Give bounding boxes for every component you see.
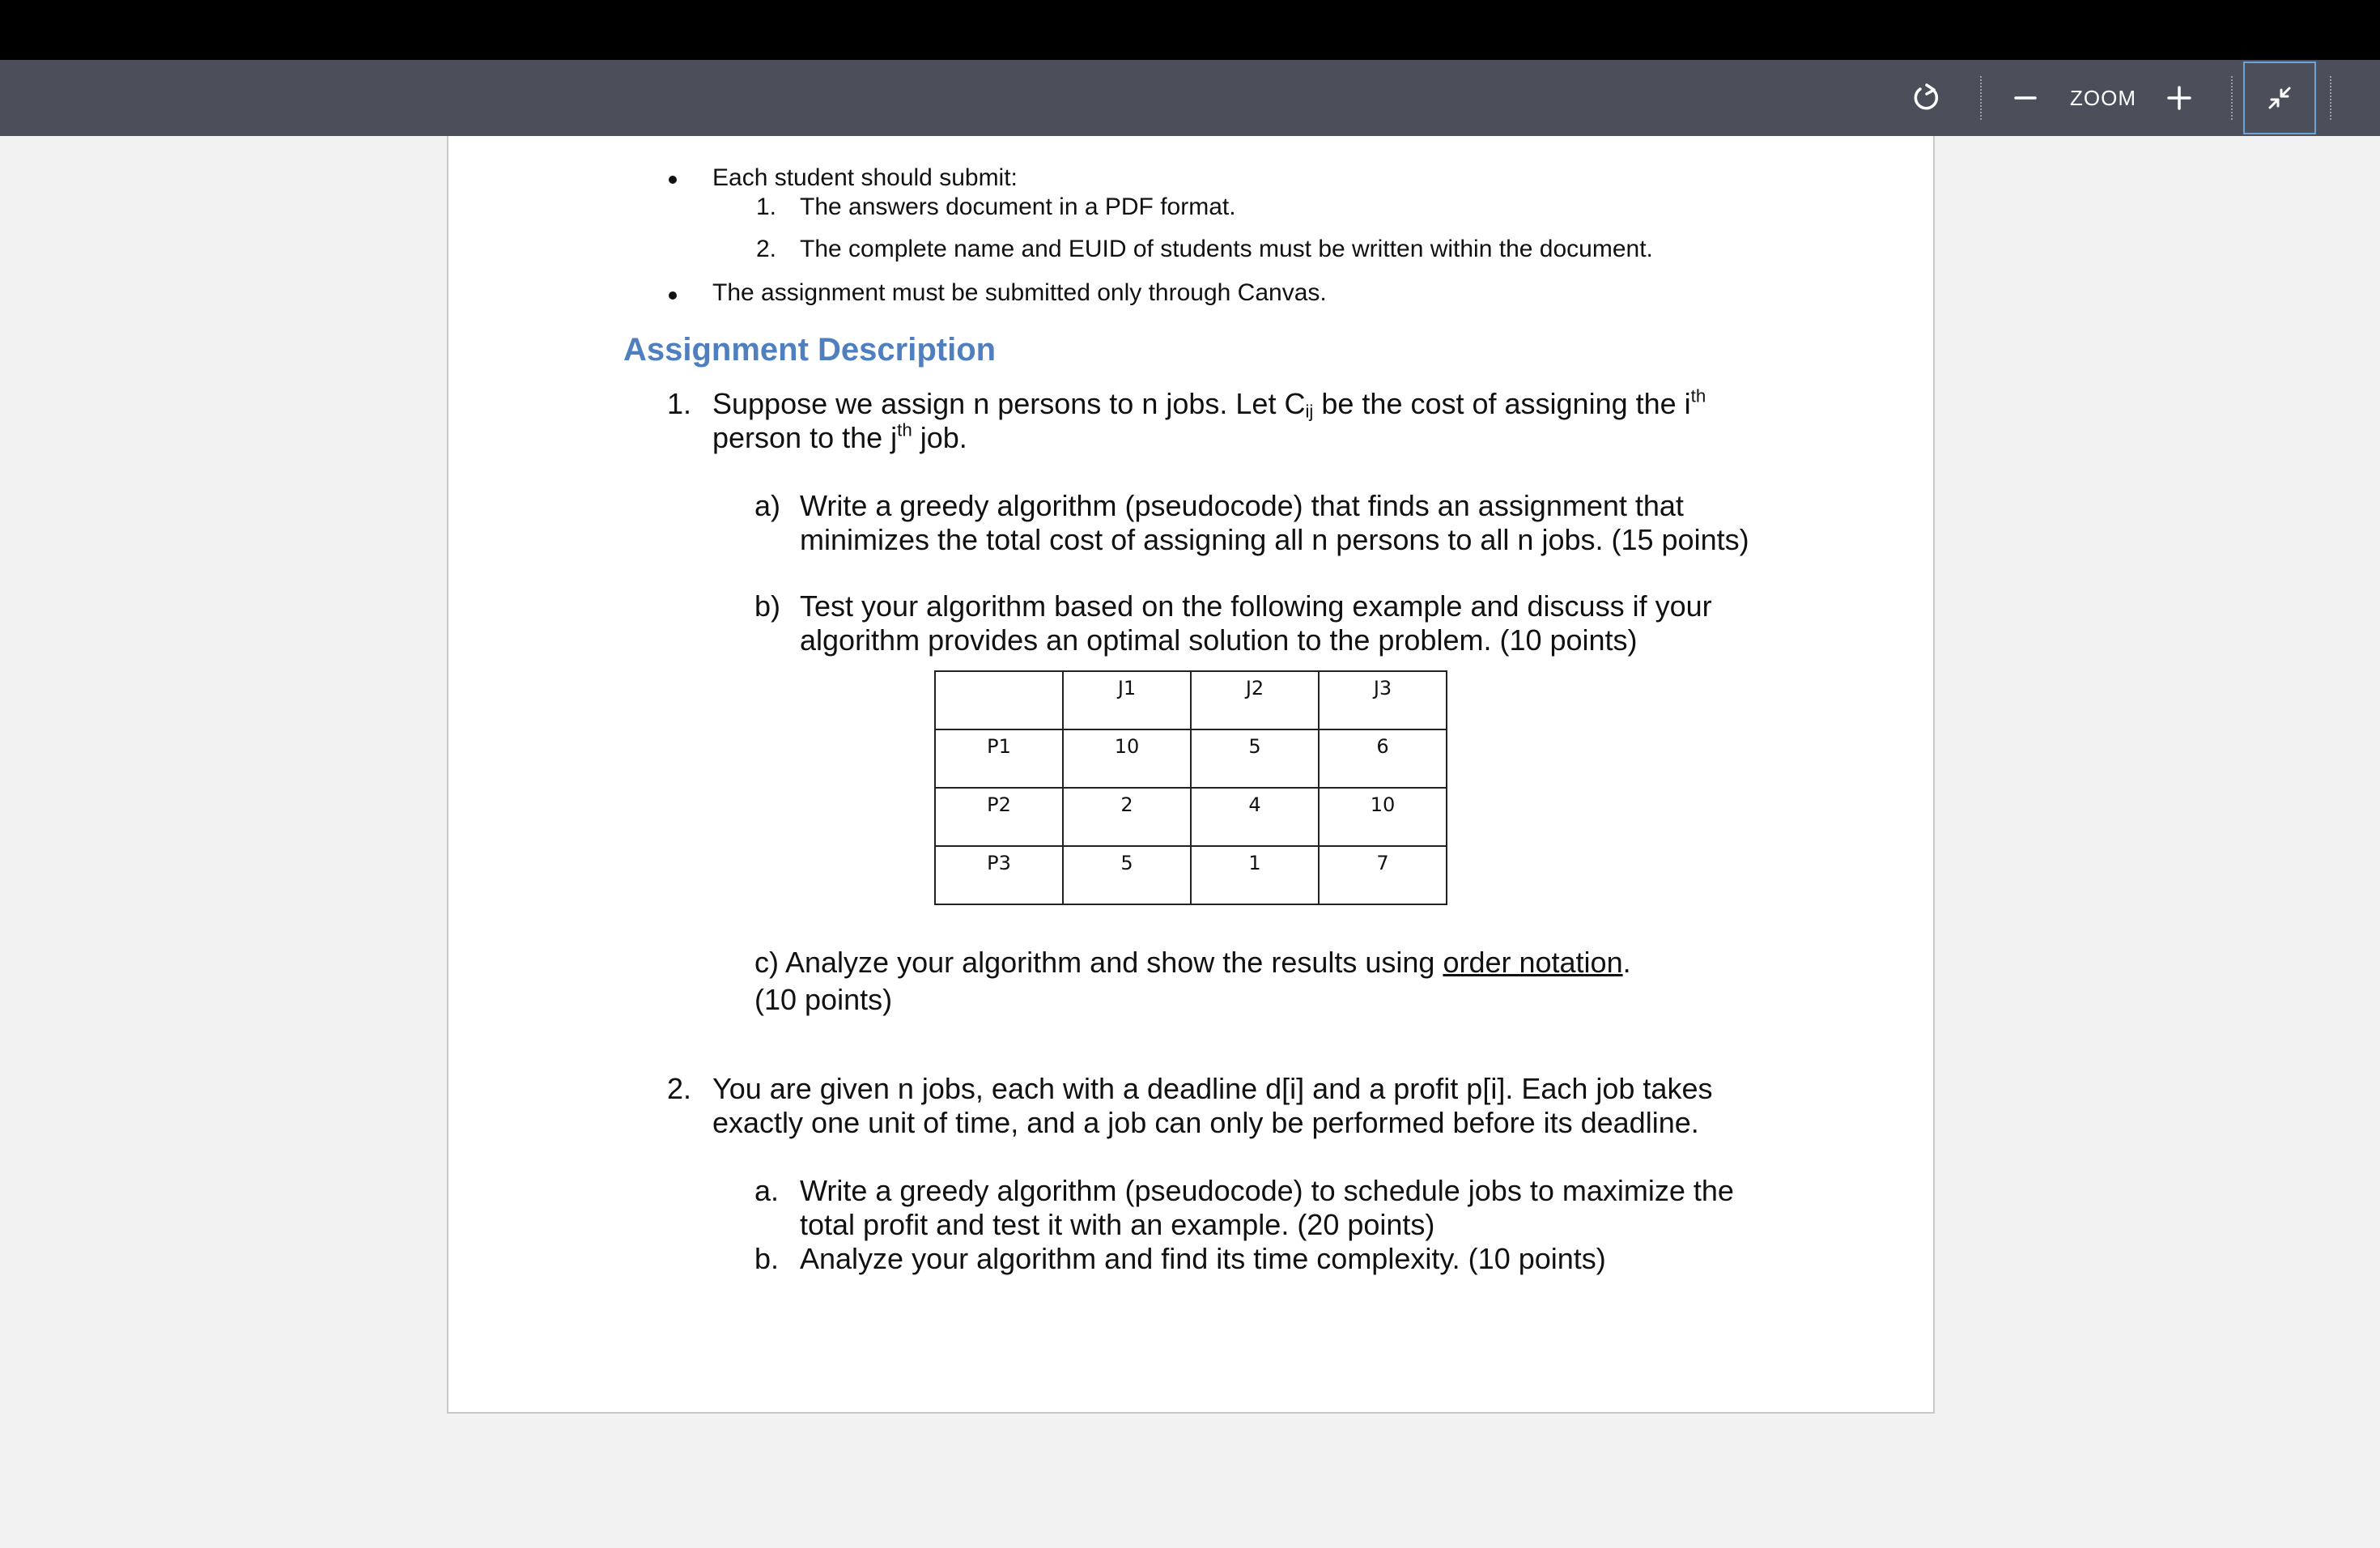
table-cell: P3: [935, 846, 1063, 904]
question-number: 1.: [667, 387, 692, 420]
toolbar-separator: [1980, 76, 1982, 120]
table-cell: 1: [1191, 846, 1319, 904]
table-cell: 4: [1191, 788, 1319, 846]
q2-part-a-line-2: total profit and test it with an example. (20 points): [800, 1208, 1435, 1241]
table-cell: J2: [1191, 671, 1319, 729]
part-label: b): [754, 589, 781, 623]
zoom-out-button[interactable]: [2008, 76, 2043, 120]
table-cell: 10: [1319, 788, 1447, 846]
bullet-text: Each student should submit:: [712, 164, 1018, 191]
part-label: a): [754, 489, 781, 522]
zoom-in-button[interactable]: [2160, 76, 2199, 120]
table-row: [935, 729, 1447, 788]
table-cell: 5: [1191, 729, 1319, 788]
plus-icon: [2165, 84, 2193, 112]
part-label: b.: [754, 1242, 780, 1275]
toolbar-separator: [2231, 76, 2233, 120]
part-a-line-2: minimizes the total cost of assigning all n persons to all n jobs. (15 points): [800, 523, 1749, 556]
question-2-line-2: exactly one unit of time, and a job can only be performed before its deadline.: [712, 1106, 1699, 1139]
bullet: [669, 291, 677, 300]
table-cell: J3: [1319, 671, 1447, 729]
minus-icon: [2013, 86, 2038, 110]
zoom-label: ZOOM: [2070, 85, 2136, 110]
question-number: 2.: [667, 1072, 692, 1105]
table-cell: [935, 671, 1063, 729]
question-1-line-2: person to the $j^{th}$ job.: [712, 419, 967, 454]
part-c-line-2: (10 points): [754, 983, 893, 1016]
q2-part-a-line-1: Write a greedy algorithm (pseudocode) to schedule jobs to maximize the: [800, 1174, 1734, 1207]
table-cell: 10: [1063, 729, 1191, 788]
bullet: [669, 176, 677, 184]
q2-part-b-line-1: Analyze your algorithm and find its time complexity. (10 points): [800, 1242, 1606, 1275]
question-2-line-1: You are given n jobs, each with a deadline d[i] and a profit p[i]. Each job takes: [712, 1072, 1713, 1105]
table-header-row: [935, 671, 1447, 729]
table-cell: 6: [1319, 729, 1447, 788]
part-c-line-1: c) Analyze your algorithm and show the results using order notation.: [754, 946, 1631, 979]
table-cell: P1: [935, 729, 1063, 788]
top-black-band: [0, 0, 2380, 60]
list-item: The answers document in a PDF format.: [800, 194, 1236, 220]
table-row: [935, 788, 1447, 846]
list-item: The complete name and EUID of students must be written within the document.: [800, 236, 1653, 262]
question-1-line-1: Suppose we assign n persons to n jobs. Let $C_{ij}$ be the cost of assigning the $i^{th}$: [712, 385, 1706, 422]
table-row: [935, 846, 1447, 904]
rotate-icon[interactable]: [1904, 76, 1949, 120]
table-cell: 5: [1063, 846, 1191, 904]
toolbar-separator: [2330, 76, 2331, 120]
section-heading: Assignment Description: [623, 332, 997, 368]
table-cell: J1: [1063, 671, 1191, 729]
table-cell: 2: [1063, 788, 1191, 846]
list-number: 1.: [756, 194, 777, 220]
part-b-line-1: Test your algorithm based on the following example and discuss if your: [800, 589, 1712, 623]
part-label: a.: [754, 1174, 780, 1207]
order-notation-underlined: order notation: [1443, 946, 1623, 979]
list-number: 2.: [756, 236, 777, 262]
document-page: [447, 136, 1935, 1414]
part-a-line-1: Write a greedy algorithm (pseudocode) that finds an assignment that: [800, 489, 1684, 522]
cost-table: [934, 670, 1447, 905]
part-b-line-2: algorithm provides an optimal solution to the problem. (10 points): [800, 623, 1638, 657]
exit-fullscreen-button[interactable]: [2243, 62, 2316, 134]
viewer-toolbar: [0, 60, 2380, 136]
bullet-text: The assignment must be submitted only through Canvas.: [712, 279, 1327, 306]
table-cell: 7: [1319, 846, 1447, 904]
table-cell: P2: [935, 788, 1063, 846]
collapse-arrows-icon: [2263, 82, 2296, 114]
